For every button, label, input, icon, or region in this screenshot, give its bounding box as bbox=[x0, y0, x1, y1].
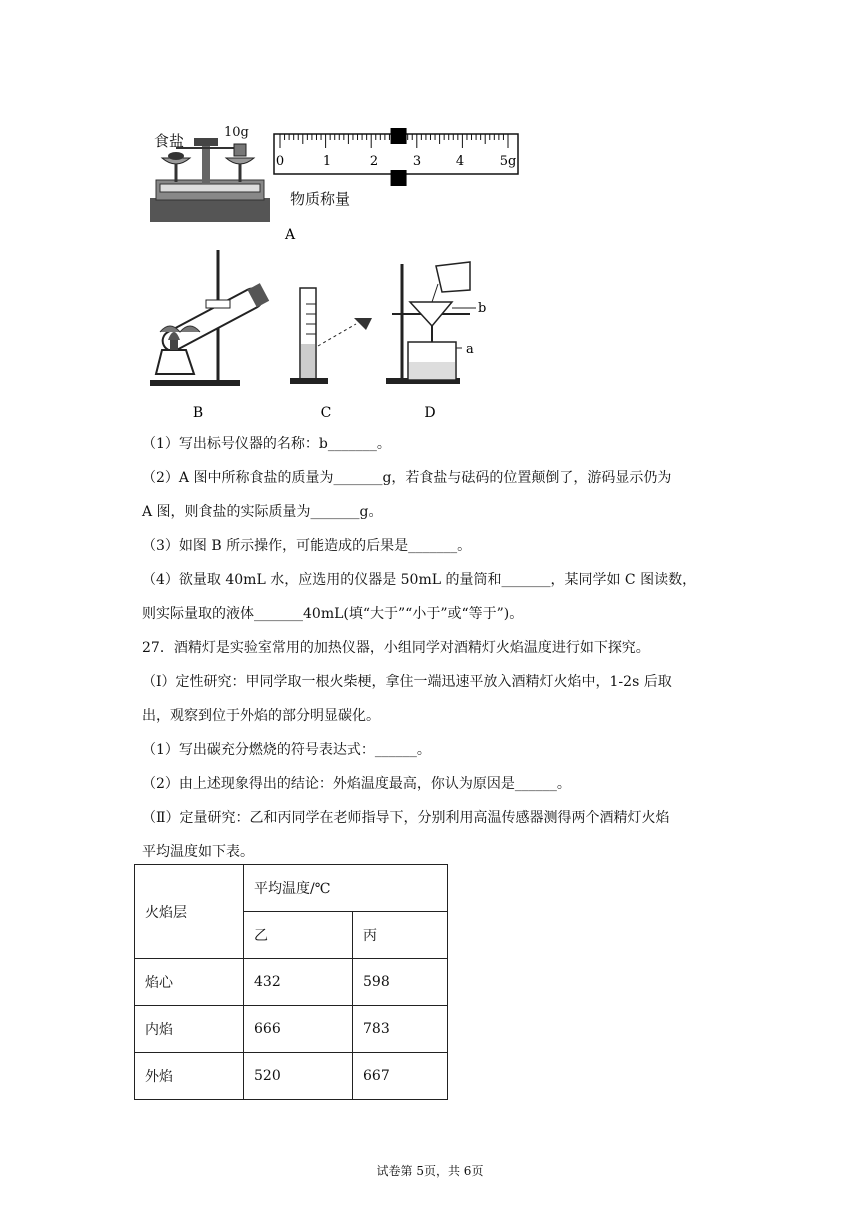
scale-tick-1: 1 bbox=[322, 154, 332, 169]
figure-c-letter: C bbox=[320, 405, 332, 421]
figure-a bbox=[140, 118, 530, 243]
rider-bottom bbox=[391, 170, 407, 186]
q-line: （1）写出标号仪器的名称：b_______。 bbox=[142, 436, 391, 452]
table-row bbox=[135, 959, 448, 1006]
figure-a-letter: A bbox=[284, 227, 296, 243]
yi-cell: 432 bbox=[244, 959, 353, 1006]
figure-b-heating-apparatus bbox=[150, 250, 269, 386]
bing-cell: 667 bbox=[353, 1053, 448, 1100]
salt-label: 食盐 bbox=[154, 132, 185, 150]
layer-cell: 内焰 bbox=[135, 1006, 244, 1053]
layer-cell: 外焰 bbox=[135, 1053, 244, 1100]
figure-d-letter: D bbox=[424, 405, 436, 421]
q-line: （2）由上述现象得出的结论：外焰温度最高，你认为原因是______。 bbox=[142, 776, 571, 792]
q-line: 则实际量取的液体_______40mL(填“大于”“小于”或“等于”)。 bbox=[142, 606, 524, 622]
flame-temperature-table bbox=[134, 864, 448, 1100]
scale-tick-4: 4 bbox=[455, 154, 465, 169]
layer-cell: 焰心 bbox=[135, 959, 244, 1006]
q-line: （2）A 图中所称食盐的质量为_______g，若食盐与砝码的位置颠倒了，游码显示仍为 bbox=[142, 470, 672, 486]
figure-b-letter: B bbox=[192, 405, 204, 421]
yi-cell: 520 bbox=[244, 1053, 353, 1100]
figure-d-filtration-apparatus bbox=[386, 262, 476, 384]
row-header-cell: 火焰层 bbox=[135, 865, 244, 959]
q-line: A 图，则食盐的实际质量为_______g。 bbox=[142, 504, 383, 520]
scale-caption: 物质称量 bbox=[290, 190, 351, 208]
q-line: 平均温度如下表。 bbox=[142, 844, 254, 860]
q-line: 出，观察到位于外焰的部分明显碳化。 bbox=[142, 708, 380, 724]
q-line: （Ⅱ）定量研究：乙和丙同学在老师指导下，分别利用高温传感器测得两个酒精灯火焰 bbox=[142, 810, 670, 826]
col-header-yi: 乙 bbox=[244, 912, 353, 959]
figures-bcd bbox=[140, 244, 520, 424]
col-header-bing: 丙 bbox=[353, 912, 448, 959]
group-header-cell: 平均温度/℃ bbox=[244, 865, 448, 912]
q-line: （3）如图 B 所示操作，可能造成的后果是_______。 bbox=[142, 538, 472, 554]
scale-tick-5: 5g bbox=[499, 154, 517, 169]
scale-tick-0: 0 bbox=[275, 154, 285, 169]
figure-d-label-a: a bbox=[466, 342, 474, 357]
q-line: （1）写出碳充分燃烧的符号表达式：______。 bbox=[142, 742, 431, 758]
scale-tick-3: 3 bbox=[412, 154, 422, 169]
rider-scale bbox=[274, 128, 518, 186]
figure-d-label-b: b bbox=[478, 301, 487, 316]
rider-top bbox=[391, 128, 407, 144]
q-line: 27．酒精灯是实验室常用的加热仪器，小组同学对酒精灯火焰温度进行如下探究。 bbox=[142, 640, 650, 656]
bing-cell: 783 bbox=[353, 1006, 448, 1053]
bing-cell: 598 bbox=[353, 959, 448, 1006]
q-line: （Ⅰ）定性研究：甲同学取一根火柴梗，拿住一端迅速平放入酒精灯火焰中，1-2s 后取 bbox=[142, 674, 672, 690]
q-line: （4）欲量取 40mL 水，应选用的仪器是 50mL 的量筒和_______，某同学如 C 图读数， bbox=[142, 572, 697, 588]
table-row bbox=[135, 1053, 448, 1100]
yi-cell: 666 bbox=[244, 1006, 353, 1053]
figure-c-graduated-cylinder bbox=[290, 288, 372, 384]
scale-tick-2: 2 bbox=[369, 154, 379, 169]
table-row bbox=[135, 1006, 448, 1053]
balance-illustration bbox=[150, 138, 270, 222]
page-footer: 试卷第 5页，共 6页 bbox=[376, 1164, 484, 1178]
question-text bbox=[142, 427, 722, 869]
weight-label: 10g bbox=[224, 125, 249, 140]
